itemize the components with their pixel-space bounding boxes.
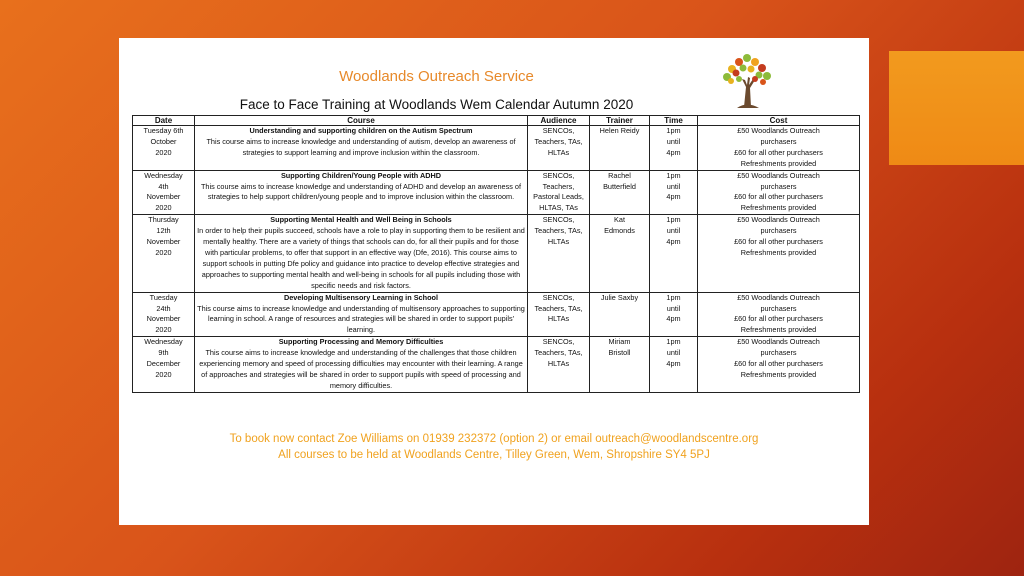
- date-line: November: [146, 237, 181, 247]
- date-line: December: [146, 359, 181, 369]
- date-line: 12th: [156, 226, 171, 236]
- header-time: Time: [650, 116, 698, 126]
- audience-cell: [528, 170, 590, 215]
- audience-line: HLTAs: [547, 359, 570, 369]
- trainer-cell: [590, 292, 650, 337]
- table-row: [133, 215, 860, 292]
- audience-line: Teachers,: [542, 181, 575, 191]
- audience-line: SENCOs,: [542, 292, 575, 302]
- cost-line: £50 Woodlands Outreach: [737, 337, 820, 347]
- date-cell: [133, 170, 195, 215]
- course-description: This course aims to increase knowledge and understanding of autism, develop an awareness of strategies to support learning and improve inclusion within the classroom.: [206, 136, 516, 157]
- time-line: until: [666, 181, 681, 191]
- trainer-line: Bristoll: [608, 348, 631, 358]
- course-description: This course aims to increase knowledge and understanding of multisensory approaches to supporting learning in school. A range of resources and strategies will be shared in order to support pupils' learning.: [197, 303, 525, 335]
- time-line: 4pm: [666, 359, 681, 369]
- course-title: Understanding and supporting children on the Autism Spectrum: [249, 126, 473, 135]
- audience-cell: [528, 126, 590, 171]
- time-line: 4pm: [666, 192, 681, 202]
- audience-line: Teachers, TAs,: [534, 303, 583, 313]
- cost-cell: [698, 337, 860, 393]
- trainer-line: Edmonds: [604, 226, 635, 236]
- time-line: 1pm: [666, 126, 681, 135]
- date-line: Thursday: [148, 215, 179, 225]
- cost-cell: [698, 170, 860, 215]
- cost-line: £60 for all other purchasers: [734, 359, 823, 369]
- audience-line: Teachers, TAs,: [534, 226, 583, 236]
- cost-line: Refreshments provided: [740, 325, 817, 335]
- header-row: [133, 116, 860, 126]
- course-title: Developing Multisensory Learning in School: [283, 292, 439, 302]
- cost-line: £60 for all other purchasers: [734, 314, 823, 324]
- audience-line: Teachers, TAs,: [534, 136, 583, 146]
- audience-line: SENCOs,: [542, 126, 575, 135]
- trainer-line: Rachel: [608, 170, 631, 180]
- cost-line: Refreshments provided: [740, 158, 817, 168]
- time-cell: [650, 170, 698, 215]
- date-line: Tuesday 6th: [143, 126, 184, 135]
- date-line: Wednesday: [144, 337, 183, 347]
- table-row: [133, 170, 860, 215]
- time-line: until: [666, 226, 681, 236]
- time-line: 1pm: [666, 292, 681, 302]
- cost-line: £60 for all other purchasers: [734, 237, 823, 247]
- time-cell: [650, 215, 698, 292]
- trainer-cell: [590, 215, 650, 292]
- cost-line: Refreshments provided: [740, 369, 817, 379]
- time-cell: [650, 126, 698, 171]
- cost-line: £50 Woodlands Outreach: [737, 126, 820, 135]
- date-line: 2020: [155, 247, 172, 257]
- date-cell: [133, 337, 195, 393]
- course-cell: [195, 215, 528, 292]
- header-date: Date: [133, 116, 195, 126]
- cost-cell: [698, 215, 860, 292]
- audience-cell: [528, 292, 590, 337]
- cost-line: £60 for all other purchasers: [734, 147, 823, 157]
- org-title: Woodlands Outreach Service: [339, 68, 534, 85]
- audience-line: SENCOs,: [542, 215, 575, 225]
- course-title: Supporting Processing and Memory Difficulties: [278, 337, 444, 347]
- time-line: until: [666, 136, 681, 146]
- table-row: [133, 292, 860, 337]
- booking-venue: All courses to be held at Woodlands Centre, Tilley Green, Wem, Shropshire SY4 5PJ: [278, 449, 710, 461]
- date-line: November: [146, 314, 181, 324]
- course-cell: [195, 170, 528, 215]
- course-description: This course aims to increase knowledge and understanding of ADHD and develop an awareness of strategies to help support children/young people and to improve inclusion within the classroom.: [200, 181, 522, 202]
- cost-line: purchasers: [760, 226, 797, 236]
- slide: [119, 38, 869, 525]
- trainer-line: Helen Reidy: [599, 126, 640, 135]
- date-line: 2020: [155, 325, 172, 335]
- cost-line: purchasers: [760, 181, 797, 191]
- course-description: In order to help their pupils succeed, schools have a role to play in supporting them to be resilient and mentally healthy. There are a variety of things that schools can do, for all their pupils and for those with particular problems, to offer that support in an effective way (Dfe, 2016). This course aims to support schools in putting Dfe policy and guidance into practice to develop effective strategies and approaches to supporting mental health and well-being in schools for all pupils including those with specific needs and risk factors.: [197, 226, 525, 290]
- trainer-line: Kat: [614, 215, 625, 225]
- accent-box: [889, 51, 1024, 165]
- date-cell: [133, 292, 195, 337]
- header-trainer: Trainer: [590, 116, 650, 126]
- trainer-cell: [590, 170, 650, 215]
- schedule-table: [132, 115, 860, 393]
- audience-line: HLTAs: [547, 237, 570, 247]
- date-line: 9th: [158, 348, 169, 358]
- booking-contact: To book now contact Zoe Williams on 01939 232372 (option 2) or email outreach@woodlandscentre.org: [229, 433, 759, 445]
- course-cell: [195, 126, 528, 171]
- table-row: [133, 337, 860, 393]
- cost-cell: [698, 126, 860, 171]
- audience-line: HLTAs: [547, 314, 570, 324]
- audience-cell: [528, 337, 590, 393]
- course-title: Supporting Children/Young People with ADHD: [280, 170, 442, 180]
- date-line: November: [146, 192, 181, 202]
- date-line: 4th: [158, 181, 169, 191]
- course-cell: [195, 337, 528, 393]
- audience-line: SENCOs,: [542, 170, 575, 180]
- course-title: Supporting Mental Health and Well Being in Schools: [270, 215, 452, 225]
- date-line: October: [150, 136, 177, 146]
- audience-line: SENCOs,: [542, 337, 575, 347]
- trainer-cell: [590, 126, 650, 171]
- time-line: 4pm: [666, 314, 681, 324]
- date-line: Tuesday: [149, 292, 178, 302]
- time-line: 4pm: [666, 237, 681, 247]
- audience-cell: [528, 215, 590, 292]
- table-row: [133, 126, 860, 171]
- trainer-line: Julie Saxby: [600, 292, 639, 302]
- cost-line: £50 Woodlands Outreach: [737, 292, 820, 302]
- audience-line: HLTAs: [547, 147, 570, 157]
- date-cell: [133, 126, 195, 171]
- course-description: This course aims to increase knowledge and understanding of the challenges that those children experiencing memory and speed of processing difficulties may encounter with their learning. A range of approaches and strategies will be shared in order to support pupils with speed of processing and memory difficulties.: [199, 348, 523, 390]
- table-body: [133, 126, 860, 393]
- cost-line: Refreshments provided: [740, 203, 817, 213]
- audience-line: Pastoral Leads,: [533, 192, 584, 202]
- date-line: Wednesday: [144, 170, 183, 180]
- course-cell: [195, 292, 528, 337]
- trainer-line: Miriam: [608, 337, 631, 347]
- time-line: until: [666, 303, 681, 313]
- time-line: 1pm: [666, 337, 681, 347]
- date-line: 2020: [155, 369, 172, 379]
- audience-line: HLTAS, TAs: [539, 203, 578, 213]
- cost-line: Refreshments provided: [740, 247, 817, 257]
- cost-line: £50 Woodlands Outreach: [737, 215, 820, 225]
- time-line: 1pm: [666, 170, 681, 180]
- time-cell: [650, 337, 698, 393]
- cost-line: purchasers: [760, 348, 797, 358]
- time-cell: [650, 292, 698, 337]
- date-line: 24th: [156, 303, 171, 313]
- cost-line: purchasers: [760, 303, 797, 313]
- cost-line: £60 for all other purchasers: [734, 192, 823, 202]
- trainer-line: Butterfield: [603, 181, 636, 191]
- page-title: Face to Face Training at Woodlands Wem Calendar Autumn 2020: [239, 97, 634, 112]
- audience-line: Teachers, TAs,: [534, 348, 583, 358]
- date-line: 2020: [155, 203, 172, 213]
- header-audience: Audience: [528, 116, 590, 126]
- time-line: 4pm: [666, 147, 681, 157]
- date-cell: [133, 215, 195, 292]
- date-line: 2020: [155, 147, 172, 157]
- trainer-cell: [590, 337, 650, 393]
- cost-line: purchasers: [760, 136, 797, 146]
- header-course: Course: [195, 116, 528, 126]
- time-line: 1pm: [666, 215, 681, 225]
- header-cost: Cost: [698, 116, 860, 126]
- cost-line: £50 Woodlands Outreach: [737, 170, 820, 180]
- time-line: until: [666, 348, 681, 358]
- cost-cell: [698, 292, 860, 337]
